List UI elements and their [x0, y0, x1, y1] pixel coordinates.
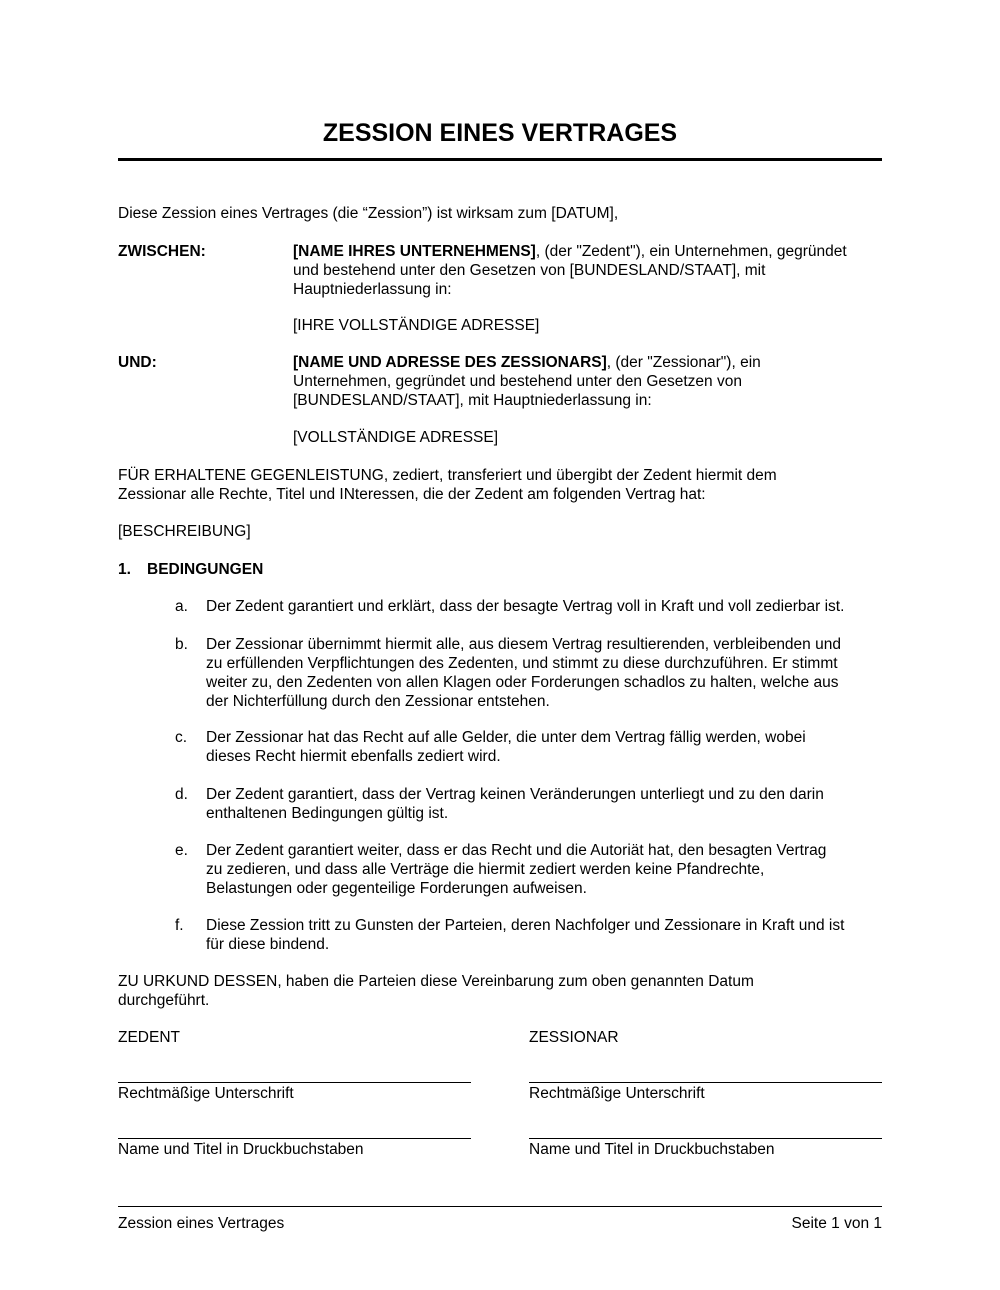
clause-line: für diese bindend.: [206, 936, 330, 953]
clause-line: Der Zedent garantiert weiter, dass er das Recht und die Autoriät hat, den besagten Vertrag: [206, 842, 827, 859]
consideration-line2: Zessionar alle Rechte, Titel und INteressen, die der Zedent am folgenden Vertrag hat:: [118, 486, 706, 503]
assignor-heading: ZEDENT: [118, 1029, 180, 1046]
clause-text: [206, 597, 885, 616]
assignee-signature-line[interactable]: [529, 1082, 882, 1083]
party1-text-line3: Hauptniederlassung in:: [293, 281, 452, 298]
party1-text-line2: und bestehend unter den Gesetzen von [BUNDESLAND/STAAT], mit: [293, 262, 766, 279]
assignor-name-line[interactable]: [118, 1138, 471, 1139]
clause-line: zu erfüllenden Verpflichtungen des Zedenten, und stimmt zu diese durchzuführen. Er stimmt: [206, 655, 838, 672]
footer-document-name: Zession eines Vertrages: [118, 1215, 285, 1232]
witness-paragraph: [118, 972, 882, 1010]
intro-paragraph: Diese Zession eines Vertrages (die “Zession”) ist wirksam zum [DATUM],: [118, 205, 619, 222]
consideration-paragraph: [118, 466, 882, 504]
clause-letter: b.: [175, 636, 188, 653]
witness-line1: ZU URKUND DESSEN, haben die Parteien diese Vereinbarung zum oben genannten Datum: [118, 973, 754, 990]
section-title: BEDINGUNGEN: [147, 561, 264, 578]
clause-line: Der Zessionar hat das Recht auf alle Gelder, die unter dem Vertrag fällig werden, wobei: [206, 729, 806, 746]
assignee-name-line[interactable]: [529, 1138, 882, 1139]
section-heading: [118, 560, 263, 579]
clause-letter: d.: [175, 786, 188, 803]
clause-line: dieses Recht hiermit ebenfalls zediert wird.: [206, 748, 501, 765]
clause-letter: f.: [175, 917, 184, 934]
clause-line: Der Zedent garantiert und erklärt, dass der besagte Vertrag voll in Kraft und voll zedierbar ist.: [206, 598, 845, 615]
party1-label: ZWISCHEN:: [118, 243, 206, 260]
assignee-signature-label: Rechtmäßige Unterschrift: [529, 1085, 705, 1102]
clause-letter: c.: [175, 729, 188, 746]
party2-text-line1: , (der "Zessionar"), ein: [606, 354, 761, 371]
clause-letter: e.: [175, 842, 188, 859]
party1-text: [293, 242, 885, 299]
footer-divider: [118, 1206, 882, 1207]
assignee-name-label: Name und Titel in Druckbuchstaben: [529, 1141, 775, 1158]
clause-line: zu zedieren, und dass alle Verträge die hiermit zediert werden keine Pfandrechte,: [206, 861, 765, 878]
clause-text: [206, 841, 885, 898]
clause-line: Belastungen oder gegenteilige Forderungen aufweisen.: [206, 880, 587, 897]
section-number: 1.: [118, 561, 131, 578]
clause-line: Der Zedent garantiert, dass der Vertrag keinen Veränderungen unterliegt und zu den darin: [206, 786, 824, 803]
assignor-signature-label: Rechtmäßige Unterschrift: [118, 1085, 294, 1102]
party2-label: UND:: [118, 354, 157, 371]
assignor-name-label: Name und Titel in Druckbuchstaben: [118, 1141, 364, 1158]
description-placeholder: [BESCHREIBUNG]: [118, 523, 251, 540]
clause-text: [206, 728, 885, 766]
clause-line: weiter zu, den Zedenten von allen Klagen oder Forderungen schadlos zu halten, welche aus: [206, 674, 839, 691]
party1-address: [IHRE VOLLSTÄNDIGE ADRESSE]: [293, 317, 540, 334]
party2-text-line2: Unternehmen, gegründet und bestehend unter den Gesetzen von: [293, 373, 742, 390]
clause-text: [206, 785, 885, 823]
party1-name: [NAME IHRES UNTERNEHMENS]: [293, 243, 536, 260]
clause-line: Diese Zession tritt zu Gunsten der Parteien, deren Nachfolger und Zessionare in Kraft und ist: [206, 917, 845, 934]
party2-name: [NAME UND ADRESSE DES ZESSIONARS]: [293, 354, 607, 371]
clause-letter: a.: [175, 598, 188, 615]
witness-line2: durchgeführt.: [118, 992, 210, 1009]
clause-text: [206, 635, 885, 711]
clause-line: der Nichterfüllung durch den Zessionar entstehen.: [206, 693, 550, 710]
party1-text-line1: , (der "Zedent"), ein Unternehmen, gegründet: [535, 243, 847, 260]
clause-line: enthaltenen Bedingungen gültig ist.: [206, 805, 449, 822]
party2-text-line3: [BUNDESLAND/STAAT], mit Hauptniederlassung in:: [293, 392, 652, 409]
title-divider: [118, 158, 882, 161]
assignee-heading: ZESSIONAR: [529, 1029, 619, 1046]
party2-address: [VOLLSTÄNDIGE ADRESSE]: [293, 429, 499, 446]
assignor-signature-line[interactable]: [118, 1082, 471, 1083]
consideration-line1: FÜR ERHALTENE GEGENLEISTUNG, zediert, transferiert und übergibt der Zedent hiermit dem: [118, 467, 777, 484]
document-title: ZESSION EINES VERTRAGES: [322, 119, 678, 147]
clause-text: [206, 916, 885, 954]
footer-page-number: Seite 1 von 1: [791, 1215, 882, 1232]
clause-line: Der Zessionar übernimmt hiermit alle, aus diesem Vertrag resultierenden, verbleibenden und: [206, 636, 841, 653]
party2-text: [293, 353, 885, 410]
